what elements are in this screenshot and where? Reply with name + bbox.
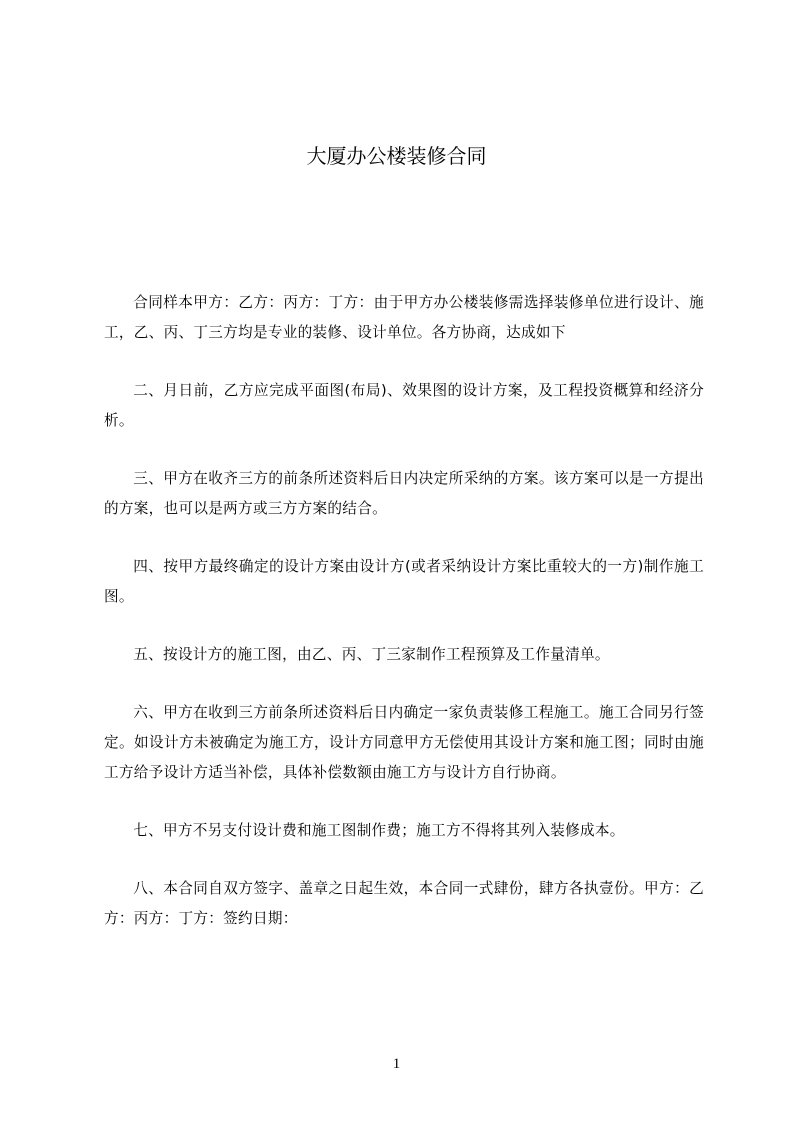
paragraph-clause-4: 四、按甲方最终确定的设计方案由设计方(或者采纳设计方案比重较大的一方)制作施工图。 <box>104 558 704 605</box>
document-title: 大厦办公楼装修合同 <box>306 144 487 168</box>
page-number: 1 <box>392 1056 401 1072</box>
paragraph-clause-8: 八、本合同自双方签字、盖章之日起生效，本合同一式肆份，肆方各执壹份。甲方：乙方：丙方：丁方：签约日期： <box>104 880 704 927</box>
paragraph-clause-7: 七、甲方不另支付设计费和施工图制作费；施工方不得将其列入装修成本。 <box>133 822 625 839</box>
contract-body <box>104 288 704 962</box>
paragraph-preamble: 合同样本甲方：乙方：丙方：丁方：由于甲方办公楼装修需选择装修单位进行设计、施工，乙、丙、丁三方均是专业的装修、设计单位。各方协商，达成如下 <box>104 294 704 341</box>
paragraph-clause-5: 五、按设计方的施工图，由乙、丙、丁三家制作工程预算及工作量清单。 <box>133 646 610 663</box>
paragraph-clause-2: 二、月日前，乙方应完成平面图(布局)、效果图的设计方案，及工程投资概算和经济分析。 <box>104 382 704 429</box>
paragraph-clause-3: 三、甲方在收齐三方的前条所述资料后日内决定所采纳的方案。该方案可以是一方提出的方案，也可以是两方或三方方案的结合。 <box>104 470 704 517</box>
paragraph-clause-6: 六、甲方在收到三方前条所述资料后日内确定一家负责装修工程施工。施工合同另行签定。如设计方未被确定为施工方，设计方同意甲方无偿使用其设计方案和施工图；同时由施工方给予设计方适当补偿，具体补偿数额由施工方与设计方自行协商。 <box>104 704 704 781</box>
